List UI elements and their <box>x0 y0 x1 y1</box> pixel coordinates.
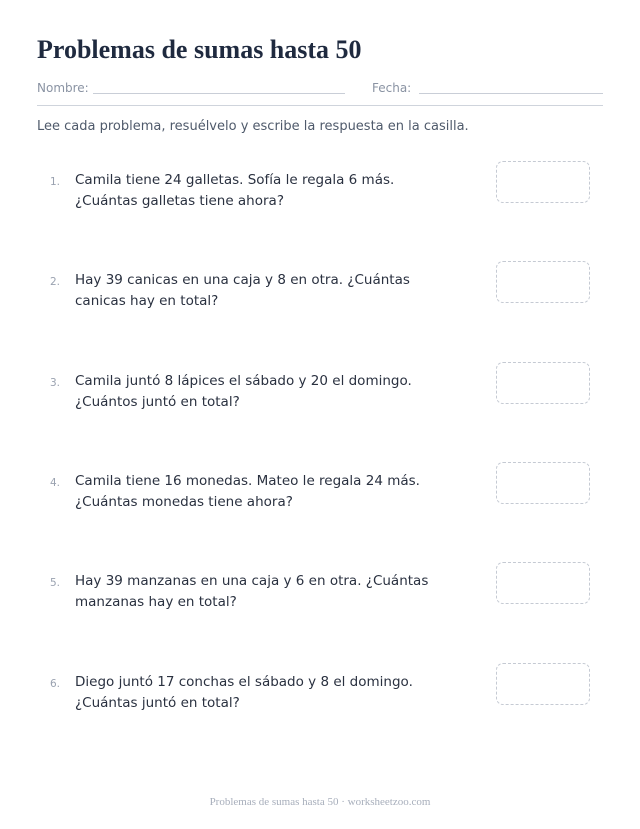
answer-box[interactable] <box>496 462 590 504</box>
problem-text-line: Camila juntó 8 lápices el sábado y 20 el domingo. <box>75 373 412 389</box>
problem-text-line: canicas hay en total? <box>75 293 219 309</box>
problem-text-line: ¿Cuántos juntó en total? <box>75 394 240 410</box>
name-line[interactable] <box>93 93 345 94</box>
problem-text <box>75 672 445 714</box>
problem-text-line: Diego juntó 17 conchas el sábado y 8 el domingo. <box>75 674 413 690</box>
answer-box[interactable] <box>496 663 590 705</box>
problem-item <box>0 170 640 230</box>
answer-box[interactable] <box>496 261 590 303</box>
problem-item <box>0 270 640 330</box>
problem-item <box>0 672 640 732</box>
problem-item <box>0 371 640 431</box>
answer-box[interactable] <box>496 161 590 203</box>
problem-text-line: ¿Cuántas juntó en total? <box>75 695 240 711</box>
answer-box[interactable] <box>496 562 590 604</box>
name-date-row <box>37 80 603 96</box>
answer-box[interactable] <box>496 362 590 404</box>
problem-text-line: Camila tiene 24 galletas. Sofía le regala 6 más. <box>75 172 395 188</box>
header-divider <box>37 105 603 106</box>
problem-text <box>75 471 445 513</box>
problem-text-line: ¿Cuántas monedas tiene ahora? <box>75 494 293 510</box>
problem-item <box>0 571 640 631</box>
problem-text <box>75 270 445 312</box>
problem-text <box>75 371 445 413</box>
problem-text-line: Hay 39 manzanas en una caja y 6 en otra. ¿Cuántas <box>75 573 429 589</box>
name-label: Nombre: <box>37 81 89 95</box>
page-footer: Problemas de sumas hasta 50 · worksheetzoo.com <box>209 796 431 808</box>
problem-number: 6. <box>50 678 61 690</box>
problem-text <box>75 170 445 212</box>
problem-text <box>75 571 445 613</box>
problem-item <box>0 471 640 531</box>
problem-number: 1. <box>50 176 61 188</box>
problem-number: 2. <box>50 276 61 288</box>
problem-text-line: Hay 39 canicas en una caja y 8 en otra. ¿Cuántas <box>75 272 410 288</box>
date-line[interactable] <box>419 93 603 94</box>
problem-text-line: manzanas hay en total? <box>75 594 237 610</box>
problem-text-line: ¿Cuántas galletas tiene ahora? <box>75 193 284 209</box>
problem-text-line: Camila tiene 16 monedas. Mateo le regala 24 más. <box>75 473 420 489</box>
problem-number: 4. <box>50 477 61 489</box>
worksheet-title: Problemas de sumas hasta 50 <box>37 35 362 64</box>
problem-number: 3. <box>50 377 61 389</box>
problem-number: 5. <box>50 577 61 589</box>
instructions: Lee cada problema, resuélvelo y escribe la respuesta en la casilla. <box>37 119 469 134</box>
date-label: Fecha: <box>372 81 412 95</box>
